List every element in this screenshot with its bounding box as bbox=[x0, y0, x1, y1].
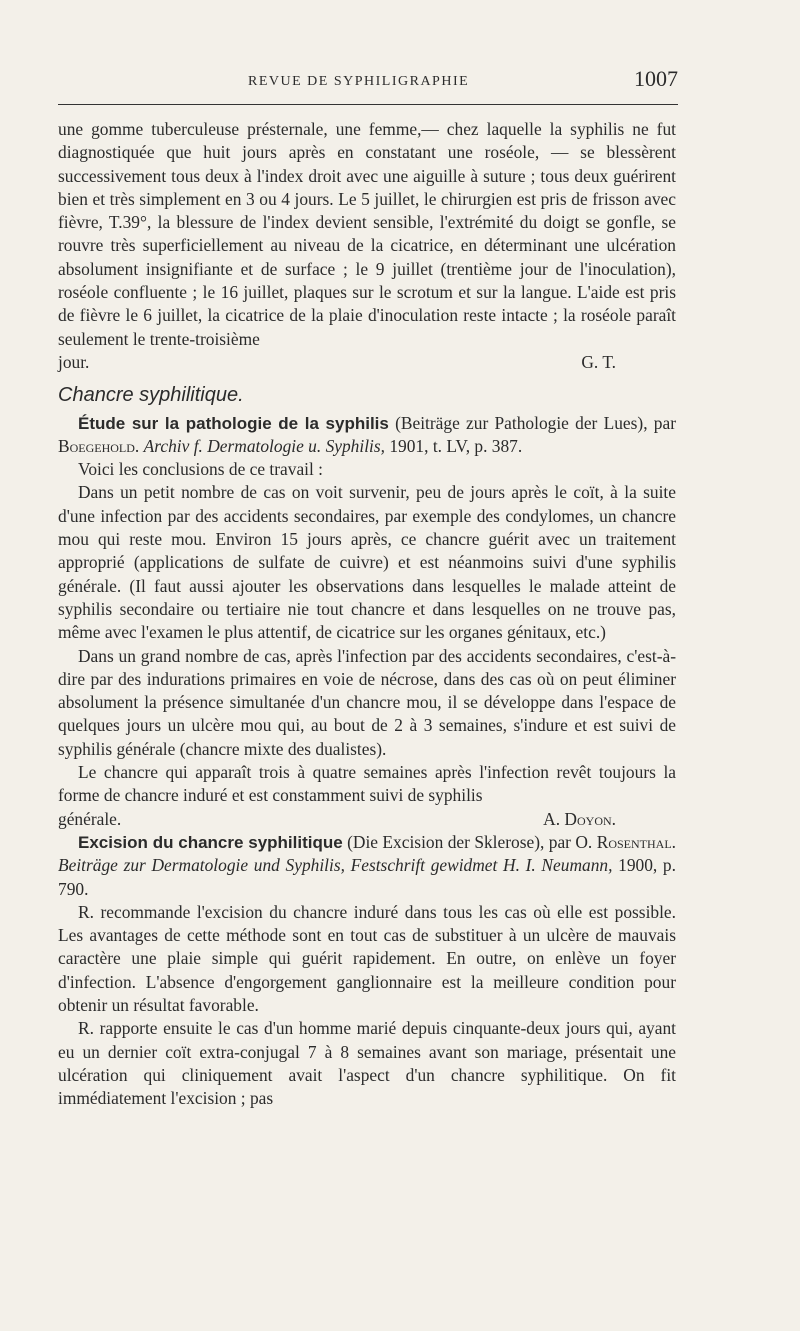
article1-journal: Archiv f. Dermatologie u. Syphilis, bbox=[143, 435, 385, 456]
section-title: Chancre syphilitique. bbox=[58, 384, 244, 407]
article1-ref: (Beiträge zur Pathologie der Lues), par bbox=[395, 412, 676, 433]
article1-heading bbox=[58, 412, 676, 459]
article2-paragraph-1: R. recommande l'excision du chancre induré dans tous les cas où elle est possible. Les avantages de cette méthode sont en tout cas de substituer à un ulcère de mauvais caractère une plaie simple qui guérit rapidement. En outre, on enlève un foyer d'infection. L'absence d'engorgement ganglionnaire est la meilleure condition pour obtenir un résultat favorable. bbox=[58, 901, 676, 1015]
article1-paragraph-3: Le chancre qui apparaît trois à quatre semaines après l'infection revêt toujours la forme de chancre induré et est constamment suivi de syphilis bbox=[58, 762, 676, 806]
header-rule bbox=[58, 104, 678, 105]
page-header bbox=[58, 62, 678, 102]
article1-signature-line bbox=[58, 808, 676, 831]
article2-paragraph-2: R. rapporte ensuite le cas d'un homme marié depuis cinquante-deux jours qui, ayant eu un dernier coït extra-conjugal 7 à 8 semaines avant son mariage, présentait une ulcération qui cliniquement avait l'aspect d'un chancre syphilitique. On fit immédiatement l'excision ; pas bbox=[58, 1018, 676, 1109]
article1-author: Boegehold. bbox=[58, 435, 140, 456]
body-text bbox=[58, 118, 676, 1110]
article1-title: Étude sur la pathologie de la syphilis bbox=[78, 413, 389, 433]
article1-intro: Voici les conclusions de ce travail : bbox=[78, 459, 324, 480]
paragraph-continued: une gomme tuberculeuse présternale, une femme,— chez laquelle la syphilis ne fut diagnostiquée que huit jours après en constatant une roséole, — se blessèrent successivement tous deux à l'index droit avec une aiguille à suture ; tous deux guérirent bien et très simplement en 3 ou 4 jours. Le 5 juillet, le chirurgien est pris de frisson avec fièvre, T.39°, la blessure de l'index devient sensible, l'extrémité du doigt se gonfle, se rouvre très superficiellement au niveau de la cicatrice, en déterminant une ulcération absolument insignifiante et de surface ; le 9 juillet (trentième jour de l'inoculation), roséole confluente ; le 16 juillet, plaques sur le scrotum et sur la langue. L'aide est pris de fièvre le 6 juillet, la cicatrice de la plaie d'inoculation reste intacte ; la roséole paraît seulement le trente-troisième bbox=[58, 119, 676, 349]
signature-line bbox=[58, 351, 676, 374]
article2-ref-tail: 1900, p. 790. bbox=[58, 855, 676, 899]
article2-author: Rosenthal. bbox=[596, 831, 676, 852]
paragraph-end: jour. bbox=[58, 351, 90, 372]
article2-journal: Beiträge zur Dermatologie und Syphilis, Festschrift gewidmet H. I. Neumann, bbox=[58, 855, 613, 876]
article2-title: Excision du chancre syphilitique bbox=[78, 832, 343, 852]
page-number: 1007 bbox=[634, 66, 678, 91]
article1-paragraph-2: Dans un grand nombre de cas, après l'infection par des accidents secondaires, c'est-à-dire par des indurations primaires en voie de nécrose, dans des cas où on peut éliminer absolument la présence simultanée d'un chancre mou, il se développe dans l'espace de quelques jours un ulcère mou qui, au bout de 2 à 3 semaines, s'indure et est suivi de syphilis générale (chancre mixte des dualistes). bbox=[58, 645, 676, 759]
article1-ref-tail: 1901, t. LV, p. 387. bbox=[389, 435, 523, 456]
article2-heading bbox=[58, 831, 676, 901]
article1-signature: A. Doyon. bbox=[543, 808, 616, 829]
running-title: REVUE DE SYPHILIGRAPHIE bbox=[248, 74, 470, 89]
article1-paragraph-1: Dans un petit nombre de cas on voit survenir, peu de jours après le coït, à la suite d'une infection par des accidents secondaires, par exemple des condylomes, un chancre mou qui reste mou. Environ 15 jours après, ce chancre guérit avec un traitement approprié (applications de sulfate de cuivre) et est néanmoins suivi d'une syphilis générale. (Il faut aussi ajouter les observations dans lesquelles le malade atteint de syphilis secondaire ou tertiaire nie tout chancre et dans lesquelles on ne trouve pas, même avec l'examen le plus attentif, de cicatrice sur les organes génitaux, etc.) bbox=[58, 482, 676, 643]
signature-gt: G. T. bbox=[581, 351, 616, 372]
article1-paragraph-3-end: générale. bbox=[58, 808, 122, 829]
article2-ref: (Die Excision der Sklerose), par O. bbox=[347, 831, 593, 852]
